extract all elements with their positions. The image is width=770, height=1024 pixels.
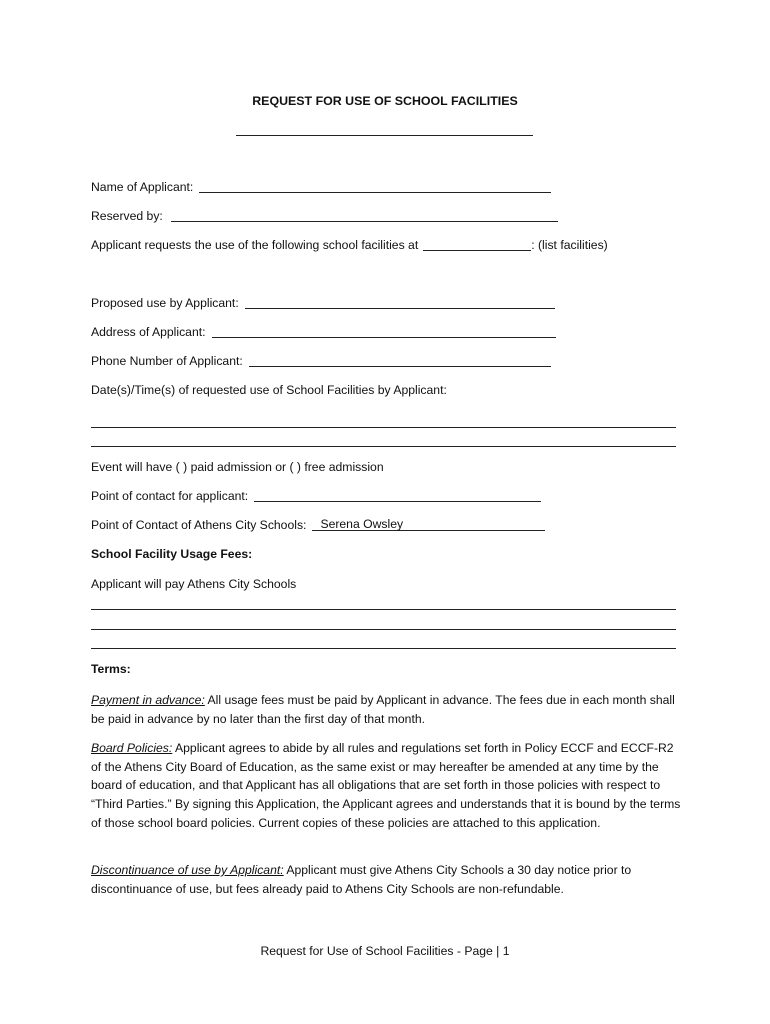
admission-row — [91, 460, 384, 474]
terms-heading-row — [91, 662, 131, 676]
page-footer: Request for Use of School Facilities - Page | 1 — [260, 944, 510, 958]
contact-schools-field[interactable]: Serena Owsley — [312, 517, 545, 531]
proposed-use-label: Proposed use by Applicant: — [91, 296, 239, 310]
discontinuance-lead: Discontinuance of use by Applicant: — [91, 863, 284, 877]
facilities-row — [91, 238, 608, 252]
reserved-by-label: Reserved by: — [91, 209, 163, 223]
phone-row — [91, 354, 551, 368]
reserved-by-row — [91, 209, 558, 223]
fees-line-3[interactable] — [91, 648, 676, 649]
contact-applicant-row — [91, 489, 541, 503]
payment-paragraph — [91, 691, 681, 728]
contact-schools-label: Point of Contact of Athens City Schools: — [91, 518, 307, 532]
facilities-suffix: : (list facilities) — [531, 238, 608, 252]
title-blank-line[interactable] — [236, 135, 533, 136]
dates-times-row — [91, 383, 447, 397]
fees-heading: School Facility Usage Fees: — [91, 547, 253, 561]
name-of-applicant-row — [91, 180, 551, 194]
fees-line-1[interactable] — [91, 609, 676, 610]
phone-field[interactable] — [249, 353, 551, 367]
address-field[interactable] — [212, 324, 556, 338]
facility-location-field[interactable] — [423, 237, 531, 251]
payment-text: All usage fees must be paid by Applicant in advance. The fees due in each month shall be paid in advance by no later than the first day of that month. — [91, 693, 675, 726]
contact-schools-row — [91, 518, 545, 532]
contact-applicant-label: Point of contact for applicant: — [91, 489, 249, 503]
proposed-use-field[interactable] — [245, 295, 555, 309]
dates-times-label: Date(s)/Time(s) of requested use of School Facilities by Applicant: — [91, 383, 447, 397]
terms-heading: Terms: — [91, 662, 131, 676]
facilities-label: Applicant requests the use of the following school facilities at — [91, 238, 419, 252]
discontinuance-text: Applicant must give Athens City Schools a 30 day notice prior to discontinuance of use, but fees already paid to Athens City Schools are non-refundable. — [91, 863, 632, 896]
dates-times-line-2[interactable] — [91, 446, 676, 447]
fees-heading-row — [91, 547, 252, 561]
admission-label: Event will have ( ) paid admission or ( ) free admission — [91, 460, 384, 474]
fees-line-row — [91, 577, 296, 591]
name-of-applicant-field[interactable] — [199, 179, 551, 193]
fees-line-label: Applicant will pay Athens City Schools — [91, 577, 297, 591]
phone-label: Phone Number of Applicant: — [91, 354, 243, 368]
discontinuance-paragraph — [91, 861, 681, 898]
fees-line-2[interactable] — [91, 629, 676, 630]
payment-lead: Payment in advance: — [91, 693, 205, 707]
document-title: REQUEST FOR USE OF SCHOOL FACILITIES — [252, 94, 518, 108]
board-policies-text: Applicant agrees to abide by all rules and regulations set forth in Policy ECCF and ECCF-R2 of the Athens City Board of Education, as the same exist or may hereafter be amended at any time by the board of education, and that Applicant has all obligations that are set forth in those policies with respect to “Third Parties.” By signing this Application, the Applicant agrees and understands that it is bound by the terms of those school board policies. Current copies of these policies are attached to this application. — [91, 741, 681, 830]
name-of-applicant-label: Name of Applicant: — [91, 180, 194, 194]
board-policies-paragraph — [91, 739, 681, 833]
proposed-use-row — [91, 296, 555, 310]
contact-applicant-field[interactable] — [254, 488, 541, 502]
dates-times-line-1[interactable] — [91, 427, 676, 428]
address-row — [91, 325, 556, 339]
board-policies-lead: Board Policies: — [91, 741, 173, 755]
reserved-by-field[interactable] — [171, 208, 558, 222]
address-label: Address of Applicant: — [91, 325, 206, 339]
